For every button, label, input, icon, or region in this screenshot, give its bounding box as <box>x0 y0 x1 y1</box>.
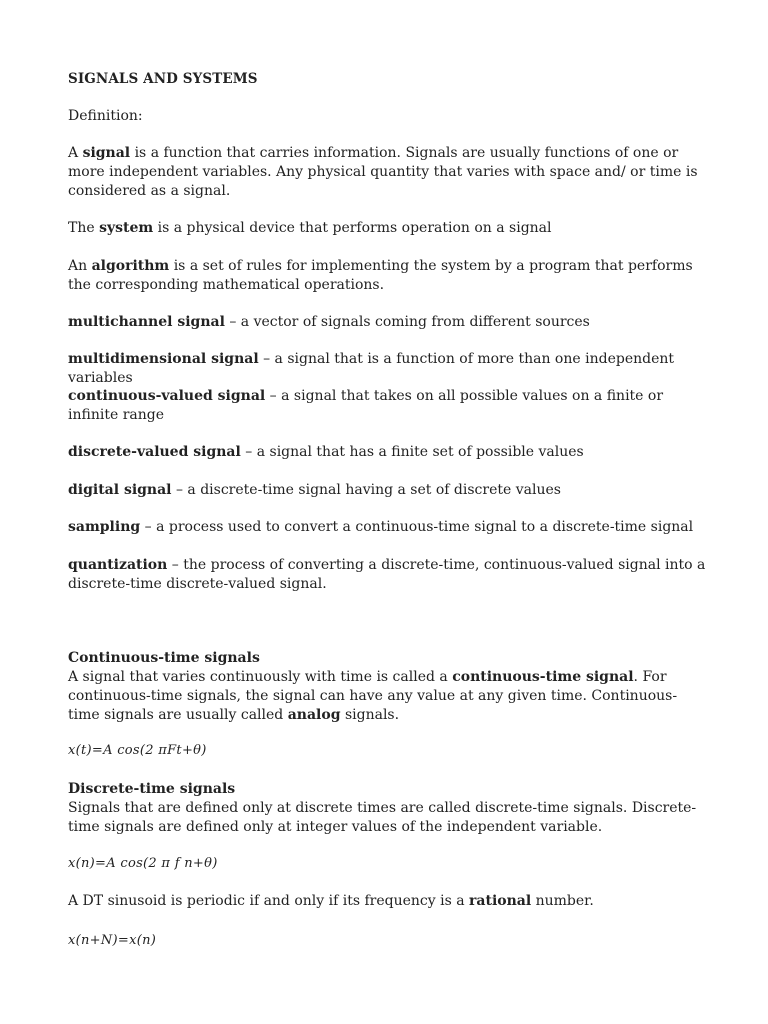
term-name: sampling <box>68 519 141 535</box>
system-definition <box>68 219 708 238</box>
algorithm-def-text: is a set of rules for implementing the system by a program that performs the corresponding mathematical operations. <box>68 258 693 293</box>
ct-text-1: A signal that varies continuously with time is called a <box>68 669 453 685</box>
term-name: continuous-valued signal <box>68 388 266 404</box>
definition-heading: Definition: <box>68 108 143 124</box>
term-definition: – a discrete-time signal having a set of discrete values <box>171 482 561 498</box>
ct-text-3: signals. <box>340 707 400 723</box>
term-digital-signal <box>68 481 708 500</box>
term-name: discrete-valued signal <box>68 444 241 460</box>
signal-definition <box>68 144 708 201</box>
ct-bold-term: continuous-time signal <box>452 669 634 685</box>
term-definition: – a signal that has a finite set of possible values <box>240 444 584 460</box>
term-definition: – the process of converting a discrete-time, continuous-valued signal into a discrete-time discrete-valued signal. <box>68 557 706 592</box>
signal-term: signal <box>82 145 131 161</box>
signal-def-text: is a function that carries information. Signals are usually functions of one or more independent variables. Any physical quantity that varies with space and/ or time is considered as a signal. <box>68 145 698 199</box>
ct-equation: x(t)=A cos(2 πFt+θ) <box>68 743 207 758</box>
ct-section-heading: Continuous-time signals <box>68 650 260 666</box>
term-quantization <box>68 556 708 594</box>
term-definition: – a vector of signals coming from different sources <box>224 314 590 330</box>
system-def-text: is a physical device that performs operation on a signal <box>153 220 552 236</box>
algorithm-definition <box>68 257 708 295</box>
dt-text-2: number. <box>531 893 594 909</box>
dt-periodic-statement <box>68 892 708 911</box>
term-discrete-valued-signal <box>68 443 708 462</box>
algorithm-term: algorithm <box>91 258 170 274</box>
ct-analog-term: analog <box>287 707 341 723</box>
dt-paragraph: Signals that are defined only at discrete times are called discrete-time signals. Discrete-time signals are defined only at integer values of the independent variable. <box>68 800 697 835</box>
term-multichannel-signal <box>68 313 708 332</box>
page-title: SIGNALS AND SYSTEMS <box>68 71 258 87</box>
dt-equation: x(n)=A cos(2 π f n+θ) <box>68 856 218 871</box>
term-definition: – a process used to convert a continuous-time signal to a discrete-time signal <box>140 519 694 535</box>
algorithm-def-pre: An <box>68 258 92 274</box>
term-name: quantization <box>68 557 168 573</box>
term-definition: – a signal that takes on all possible values on a finite or infinite range <box>68 388 664 423</box>
term-sampling <box>68 518 708 537</box>
dt-section-heading: Discrete-time signals <box>68 781 236 797</box>
ct-paragraph <box>68 668 708 725</box>
signal-def-pre: A <box>68 145 83 161</box>
dt-text-1: A DT sinusoid is periodic if and only if its frequency is a <box>68 893 470 909</box>
periodicity-equation: x(n+N)=x(n) <box>68 933 157 948</box>
rational-term: rational <box>469 893 532 909</box>
term-definition: – a signal that is a function of more than one independent variables <box>68 351 675 386</box>
term-multidimensional-signal <box>68 350 708 388</box>
ct-text-2: . For continuous-time signals, the signal can have any value at any given time. Continuous-time signals are usually called <box>68 669 678 723</box>
term-name: digital signal <box>68 482 172 498</box>
system-def-pre: The <box>68 220 100 236</box>
system-term: system <box>99 220 154 236</box>
term-continuous-valued-signal <box>68 387 708 425</box>
term-name: multichannel signal <box>68 314 225 330</box>
term-name: multidimensional signal <box>68 351 259 367</box>
